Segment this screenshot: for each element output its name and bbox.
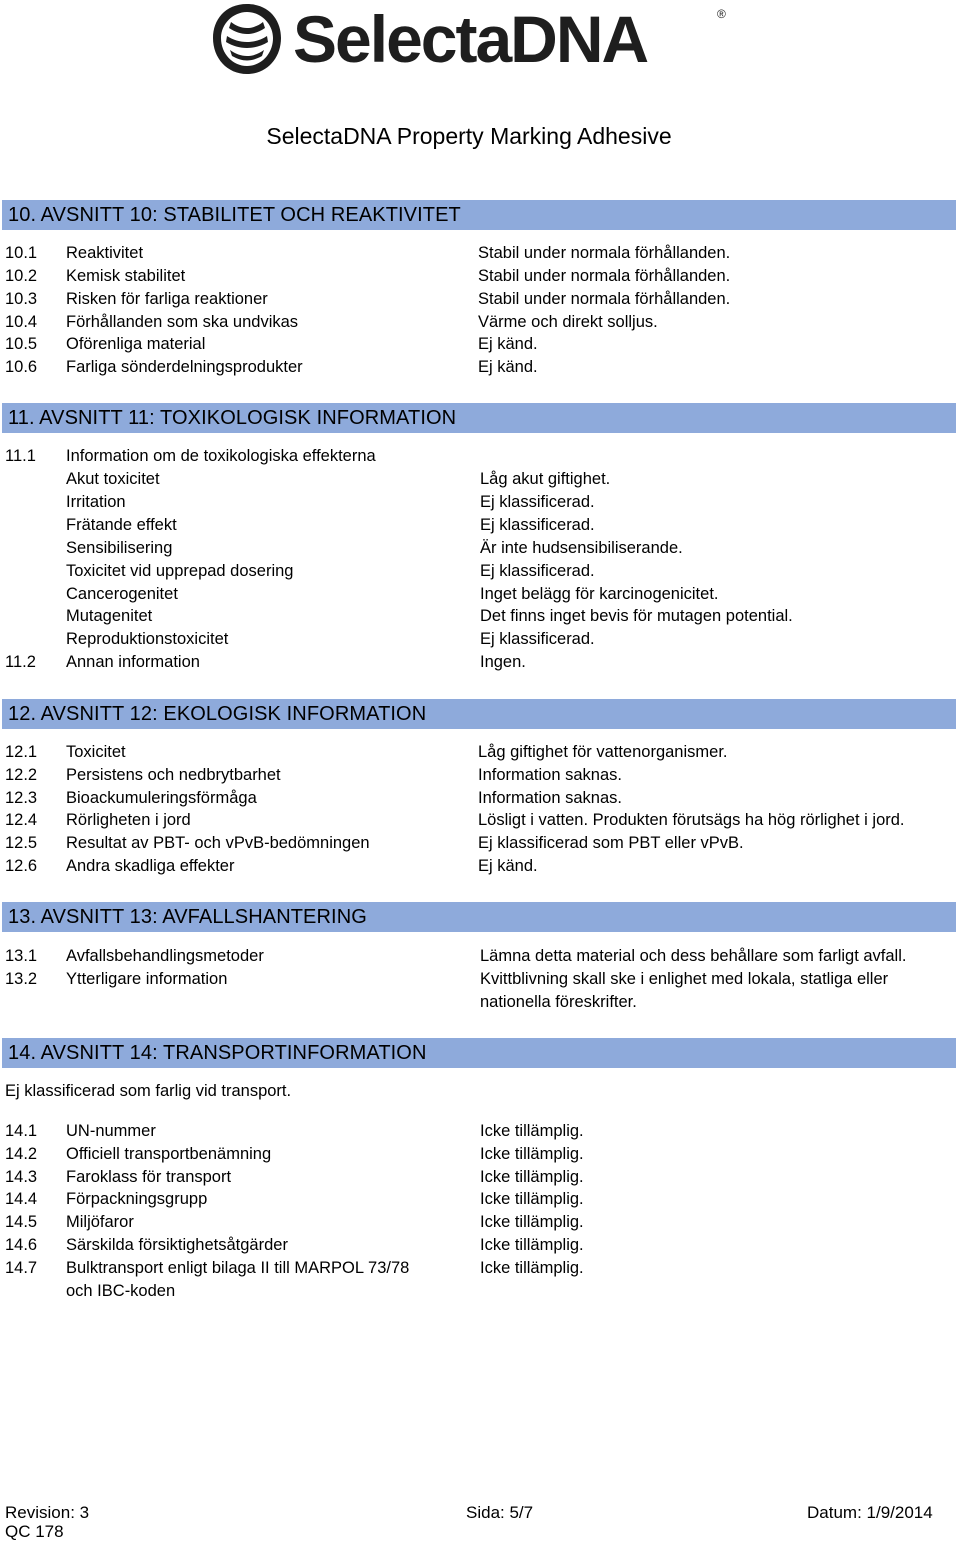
row-13-2: 13.2 Ytterligare information Kvittblivning skall ske i enlighet med lokala, statliga eller nationella föreskrifter.: [5, 970, 889, 1011]
row-14-4: 14.4 Förpackningsgrupp Icke tillämplig.: [5, 1190, 584, 1208]
section-13-header: 13. AVSNITT 13: AVFALLSHANTERING: [2, 902, 956, 932]
selectadna-logo: [207, 0, 727, 78]
row-11-irritation: Irritation Ej klassificerad.: [66, 493, 595, 511]
footer-date: Datum: 1/9/2014: [807, 1503, 933, 1522]
row-12-6: 12.6 Andra skadliga effekter Ej känd.: [5, 857, 538, 875]
section-11-header: 11. AVSNITT 11: TOXIKOLOGISK INFORMATION: [2, 403, 956, 433]
row-12-1: 12.1 Toxicitet Låg giftighet för vattenorganismer.: [5, 743, 728, 761]
section-14-header: 14. AVSNITT 14: TRANSPORTINFORMATION: [2, 1038, 956, 1068]
row-11-mutagenitet: Mutagenitet Det finns inget bevis för mutagen potential.: [66, 607, 793, 625]
row-11-2: 11.2 Annan information Ingen.: [5, 653, 526, 671]
row-11-toxicitet: Toxicitet vid upprepad dosering Ej klassificerad.: [66, 562, 595, 580]
row-10-5: 10.5 Oförenliga material Ej känd.: [5, 335, 538, 353]
row-10-3: 10.3 Risken för farliga reaktioner Stabil under normala förhållanden.: [5, 290, 731, 308]
row-11-1: 11.1 Information om de toxikologiska effekterna: [5, 447, 376, 465]
section-14-intro: Ej klassificerad som farlig vid transport.: [5, 1082, 292, 1100]
row-14-3: 14.3 Faroklass för transport Icke tillämplig.: [5, 1168, 584, 1186]
row-14-1: 14.1 UN-nummer Icke tillämplig.: [5, 1122, 584, 1140]
row-10-6: 10.6 Farliga sönderdelningsprodukter Ej känd.: [5, 358, 538, 376]
row-12-2: 12.2 Persistens och nedbrytbarhet Information saknas.: [5, 766, 622, 784]
row-10-1: 10.1 Reaktivitet Stabil under normala förhållanden.: [5, 244, 731, 262]
row-12-3: 12.3 Bioackumuleringsförmåga Information saknas.: [5, 789, 622, 807]
row-11-fratande: Frätande effekt Ej klassificerad.: [66, 516, 595, 534]
svg-text:®: ®: [717, 7, 726, 21]
row-12-5: 12.5 Resultat av PBT- och vPvB-bedömningen Ej klassificerad som PBT eller vPvB.: [5, 834, 744, 852]
row-14-7: 14.7 Bulktransport enligt bilaga II till MARPOL 73/78 och IBC-koden Icke tillämplig.: [5, 1259, 584, 1300]
logo-mark-icon: [213, 4, 281, 74]
section-12-header: 12. AVSNITT 12: EKOLOGISK INFORMATION: [2, 699, 956, 729]
footer-page: Sida: 5/7: [466, 1503, 534, 1522]
svg-text:SelectaDNA: SelectaDNA: [293, 2, 648, 76]
section-10-header: 10. AVSNITT 10: STABILITET OCH REAKTIVITET: [2, 200, 956, 230]
row-14-2: 14.2 Officiell transportbenämning Icke tillämplig.: [5, 1145, 584, 1163]
row-11-cancerogenitet: Cancerogenitet Inget belägg för karcinogenicitet.: [66, 585, 719, 603]
row-10-4: 10.4 Förhållanden som ska undvikas Värme och direkt solljus.: [5, 313, 658, 331]
row-11-reproduktion: Reproduktionstoxicitet Ej klassificerad.: [66, 630, 595, 648]
row-13-1: 13.1 Avfallsbehandlingsmetoder Lämna detta material och dess behållare som farligt avfall.: [5, 947, 907, 965]
footer-revision: Revision: 3: [5, 1503, 90, 1522]
row-10-2: 10.2 Kemisk stabilitet Stabil under normala förhållanden.: [5, 267, 731, 285]
row-11-sensibilisering: Sensibilisering Är inte hudsensibiliserande.: [66, 539, 683, 557]
row-12-4: 12.4 Rörligheten i jord Lösligt i vatten. Produkten förutsägs ha hög rörlighet i jord.: [5, 811, 905, 829]
row-14-5: 14.5 Miljöfaror Icke tillämplig.: [5, 1213, 584, 1231]
row-14-6: 14.6 Särskilda försiktighetsåtgärder Icke tillämplig.: [5, 1236, 584, 1254]
document-title: SelectaDNA Property Marking Adhesive: [266, 123, 672, 149]
footer-code: QC 178: [5, 1522, 64, 1541]
row-11-akut: Akut toxicitet Låg akut giftighet.: [66, 470, 611, 488]
